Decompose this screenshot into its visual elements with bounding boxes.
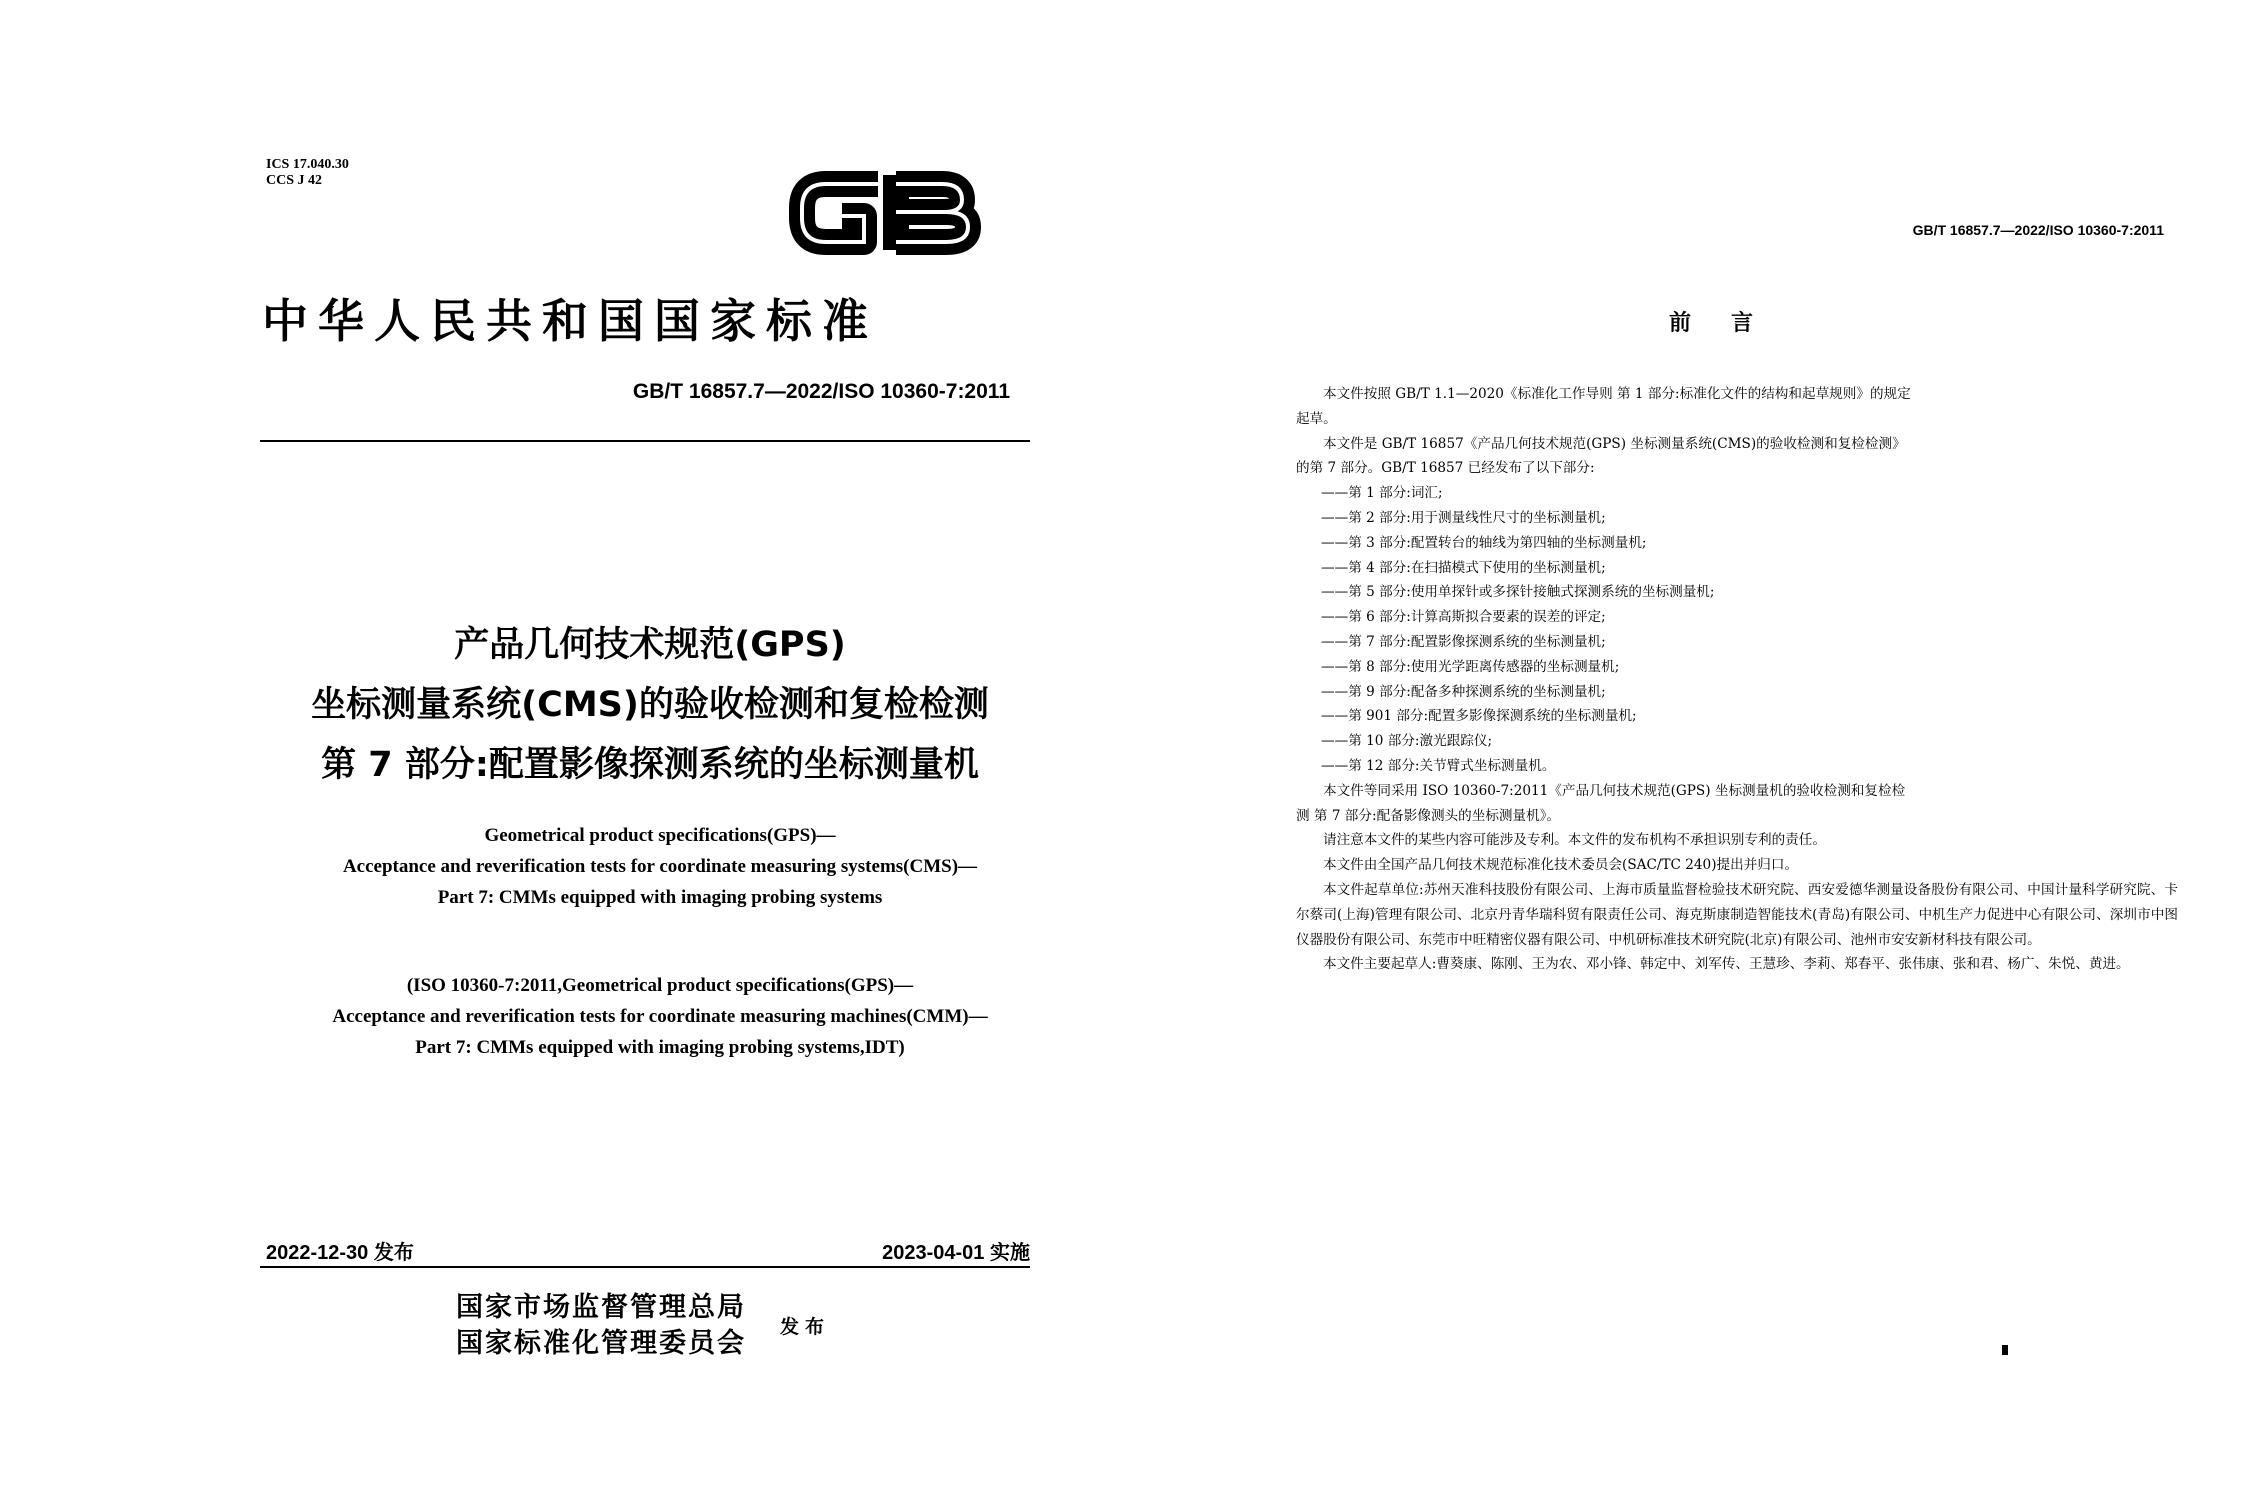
part-list-item: ——第 4 部分:在扫描模式下使用的坐标测量机; xyxy=(1321,559,1606,576)
issuing-authorities xyxy=(456,1290,746,1362)
paragraph-continuation: 测 第 7 部分:配备影像测头的坐标测量机》。 xyxy=(1296,807,1561,824)
gb-logo-icon xyxy=(786,162,982,262)
standard-number: GB/T 16857.7—2022/ISO 10360-7:2011 xyxy=(632,380,1010,403)
iso-title-line: (ISO 10360-7:2011,Geometrical product specifications(GPS)— xyxy=(406,975,914,996)
part-list-item: ——第 2 部分:用于测量线性尺寸的坐标测量机; xyxy=(1321,509,1606,526)
cn-title-line: 第 7 部分:配置影像探测系统的坐标测量机 xyxy=(321,745,979,785)
part-list-item: ——第 7 部分:配置影像探测系统的坐标测量机; xyxy=(1321,633,1606,650)
part-list-item: ——第 12 部分:关节臂式坐标测量机。 xyxy=(1321,757,1556,774)
iso-reference-title xyxy=(160,970,1160,1063)
cn-title-line: 产品几何技术规范(GPS) xyxy=(454,625,846,665)
divider-top xyxy=(260,440,1030,442)
iso-title-line: Part 7: CMMs equipped with imaging probing systems,IDT) xyxy=(415,1037,905,1058)
paragraph: 本文件是 GB/T 16857《产品几何技术规范(GPS) 坐标测量系统(CMS)的验收检测和复检检测》 xyxy=(1323,435,1906,452)
publish-date: 2022-12-30 发布 xyxy=(266,1242,414,1264)
classification-codes xyxy=(266,157,349,189)
paragraph: 本文件按照 GB/T 1.1—2020《标准化工作导则 第 1 部分:标准化文件的结构和起草规则》的规定 xyxy=(1323,386,1911,402)
part-list-item: ——第 1 部分:词汇; xyxy=(1321,485,1443,502)
drafting-units-paragraph: 本文件起草单位:苏州天准科技股份有限公司、上海市质量监督检验技术研究院、西安爱德华测量设备股份有限公司、中国计量科学研究院、卡尔蔡司(上海)管理有限公司、北京丹青华瑞科贸有限责任公司、海克斯康制造智能技术(青岛)有限公司、中机生产力促进中心有限公司、深圳市中图仪器股份有限公司、东莞市中旺精密仪器有限公司、中机研标准技术研究院(北京)有限公司、池州市安安新材科技有限公司。 xyxy=(1296,881,2178,948)
iso-title-line: Acceptance and reverification tests for coordinate measuring machines(CMM)— xyxy=(332,1006,988,1027)
ics-code: ICS 17.040.30 xyxy=(266,157,349,172)
part-list-item: ——第 3 部分:配置转台的轴线为第四轴的坐标测量机; xyxy=(1321,534,1647,551)
part-list-item: ——第 6 部分:计算高斯拟合要素的误差的评定; xyxy=(1321,609,1606,626)
national-standard-heading: 中华人民共和国国家标准 xyxy=(262,294,878,348)
en-title-line: Part 7: CMMs equipped with imaging probing systems xyxy=(437,887,883,908)
dates-row xyxy=(262,1236,1030,1266)
en-title-line: Acceptance and reverification tests for coordinate measuring systems(CMS)— xyxy=(342,856,978,877)
foreword-heading xyxy=(1134,306,2268,337)
cn-title-line: 坐标测量系统(CMS)的验收检测和复检检测 xyxy=(311,685,989,725)
drafters-paragraph: 本文件主要起草人:曹葵康、陈刚、王为农、邓小锋、韩定中、刘军传、王慧珍、李莉、郑春平、张伟康、张和君、杨广、朱悦、黄进。 xyxy=(1323,956,2130,973)
foreword-page xyxy=(1134,0,2268,1512)
part-list-item: ——第 901 部分:配置多影像探测系统的坐标测量机; xyxy=(1321,708,1637,725)
issuer-sac: 国家标准化管理委员会 xyxy=(456,1328,746,1359)
effective-date: 2023-04-01 实施 xyxy=(882,1242,1030,1264)
part-list-item: ——第 9 部分:配备多种探测系统的坐标测量机; xyxy=(1321,683,1606,700)
part-list-item: ——第 5 部分:使用单探针或多探针接触式探测系统的坐标测量机; xyxy=(1321,584,1715,601)
page-header-number: GB/T 16857.7—2022/ISO 10360-7:2011 xyxy=(1912,222,2164,238)
issuer-samr: 国家市场监督管理总局 xyxy=(456,1292,746,1323)
paragraph-continuation: 的第 7 部分。GB/T 16857 已经发布了以下部分: xyxy=(1296,460,1595,477)
english-title xyxy=(160,820,1160,913)
foreword-title: 前言 xyxy=(1668,311,1793,336)
part-list-item: ——第 8 部分:使用光学距离传感器的坐标测量机; xyxy=(1321,658,1620,675)
paragraph: 本文件等同采用 ISO 10360-7:2011《产品几何技术规范(GPS) 坐标测量机的验收检测和复检检 xyxy=(1323,782,1906,799)
part-list-item: ——第 10 部分:激光跟踪仪; xyxy=(1321,733,1493,750)
ccs-code: CCS J 42 xyxy=(266,173,323,188)
issue-label: 发布 xyxy=(780,1316,831,1338)
paragraph: 本文件由全国产品几何技术规范标准化技术委员会(SAC/TC 240)提出并归口。 xyxy=(1323,857,1799,874)
paragraph-continuation: 起草。 xyxy=(1296,410,1337,427)
paragraph: 请注意本文件的某些内容可能涉及专利。本文件的发布机构不承担识别专利的责任。 xyxy=(1323,832,1826,849)
divider-bottom xyxy=(260,1266,1030,1268)
page-marker xyxy=(2002,1345,2008,1355)
foreword-body xyxy=(1296,382,2178,977)
en-title-line: Geometrical product specifications(GPS)— xyxy=(484,825,836,846)
chinese-title xyxy=(180,615,1120,795)
